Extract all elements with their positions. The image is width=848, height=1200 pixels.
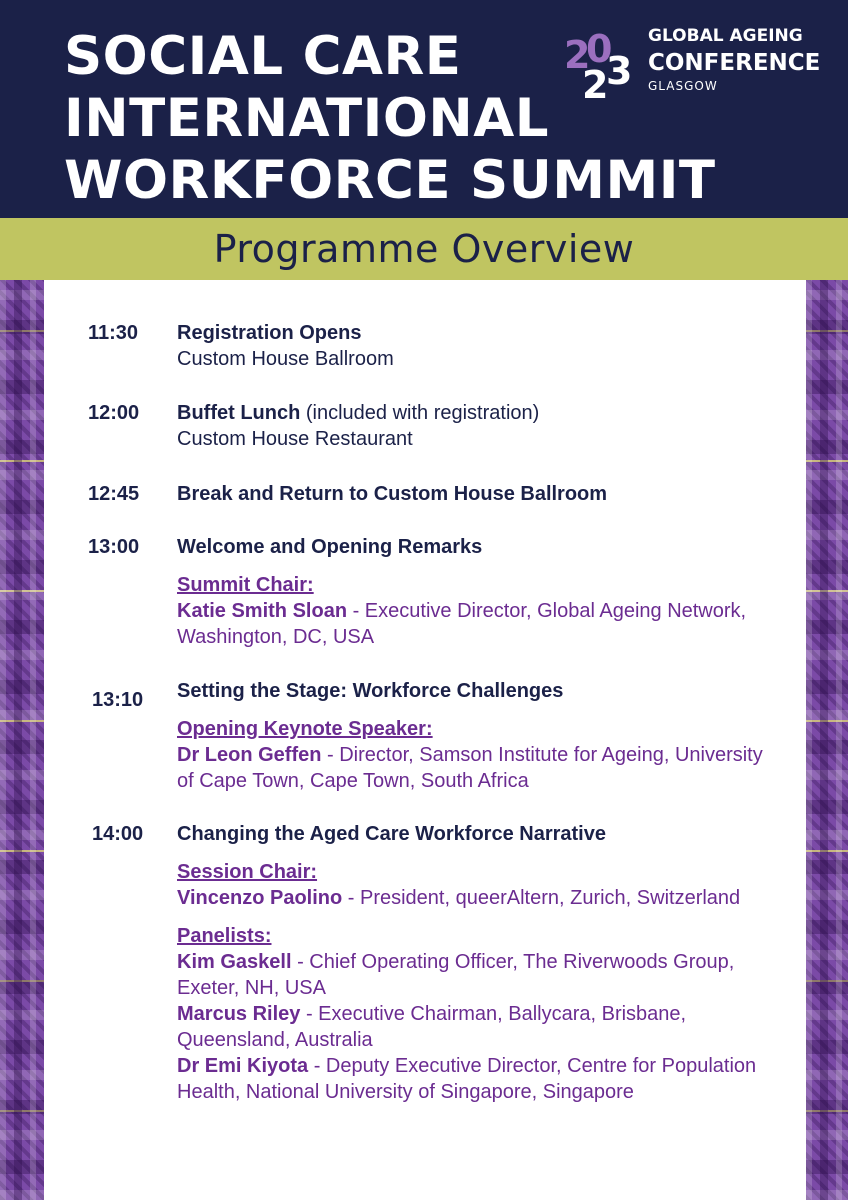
person-name: Vincenzo Paolino (177, 887, 343, 909)
person-detail: - Director, Samson Institute for Ageing, University of Cape Town, Cape Town, South Africa (177, 744, 763, 792)
item-title: Setting the Stage: Workforce Challenges (177, 680, 564, 702)
tartan-border-left (0, 280, 44, 1200)
person-entry (177, 885, 777, 911)
item-venue: Custom House Restaurant (177, 428, 413, 450)
item-title-line (177, 400, 777, 426)
person-name: Katie Smith Sloan (177, 600, 348, 622)
item-venue: Custom House Ballroom (177, 348, 394, 370)
programme-list (44, 280, 806, 1200)
role-label: Summit Chair: (177, 574, 314, 596)
item-title: Changing the Aged Care Workforce Narrative (177, 823, 606, 845)
item-title: Welcome and Opening Remarks (177, 536, 483, 558)
person-name: Kim Gaskell (177, 951, 292, 973)
person-name: Dr Leon Geffen (177, 744, 322, 766)
svg-text:2: 2 (582, 63, 609, 100)
item-title: Buffet Lunch (177, 402, 301, 424)
person-entry (177, 949, 777, 1001)
conference-logo (562, 24, 832, 104)
item-title: Break and Return to Custom House Ballroom (177, 483, 608, 505)
title-line-3: WORKFORCE SUMMIT (64, 150, 716, 211)
role-label: Opening Keynote Speaker: (177, 718, 433, 740)
title-line-1: SOCIAL CARE (64, 26, 462, 87)
programme-overview-band (0, 218, 848, 280)
item-time: 11:30 (88, 322, 139, 344)
svg-text:2: 2 (564, 33, 591, 77)
person-detail: - Chief Operating Officer, The Riverwoods Group, Exeter, NH, USA (177, 951, 735, 999)
logo-line-2: CONFERENCE (648, 50, 821, 76)
person-entry (177, 1053, 777, 1105)
item-title: Registration Opens (177, 322, 362, 344)
person-detail: - Executive Director, Global Ageing Network, Washington, DC, USA (177, 600, 747, 648)
item-time: 14:00 (92, 823, 144, 845)
section-title: Programme Overview (213, 227, 635, 271)
person-name: Dr Emi Kiyota (177, 1055, 309, 1077)
person-detail: - Deputy Executive Director, Centre for Population Health, National University of Singapore, Singapore (177, 1055, 757, 1103)
person-detail: - President, queerAltern, Zurich, Switzerland (342, 887, 741, 909)
item-time: 12:00 (88, 402, 140, 424)
item-time: 12:45 (88, 483, 140, 505)
logo-line-1: GLOBAL AGEING (648, 26, 803, 46)
person-entry (177, 1001, 777, 1053)
header-banner (0, 0, 848, 218)
svg-text:3: 3 (606, 49, 633, 93)
logo-wordmark (648, 24, 820, 94)
logo-2023-mark (562, 28, 640, 100)
person-detail: - Executive Chairman, Ballycara, Brisbane, Queensland, Australia (177, 1003, 687, 1051)
person-entry (177, 742, 777, 794)
role-label: Panelists: (177, 925, 272, 947)
item-time: 13:00 (88, 536, 140, 558)
logo-line-3: GLASGOW (648, 79, 718, 93)
role-label: Session Chair: (177, 861, 318, 883)
person-name: Marcus Riley (177, 1003, 301, 1025)
item-note: (included with registration) (300, 402, 540, 424)
item-time: 13:10 (92, 689, 144, 711)
title-line-2: INTERNATIONAL (64, 88, 550, 149)
svg-text:0: 0 (586, 28, 613, 71)
tartan-border-right (806, 280, 848, 1200)
person-entry (177, 598, 777, 650)
